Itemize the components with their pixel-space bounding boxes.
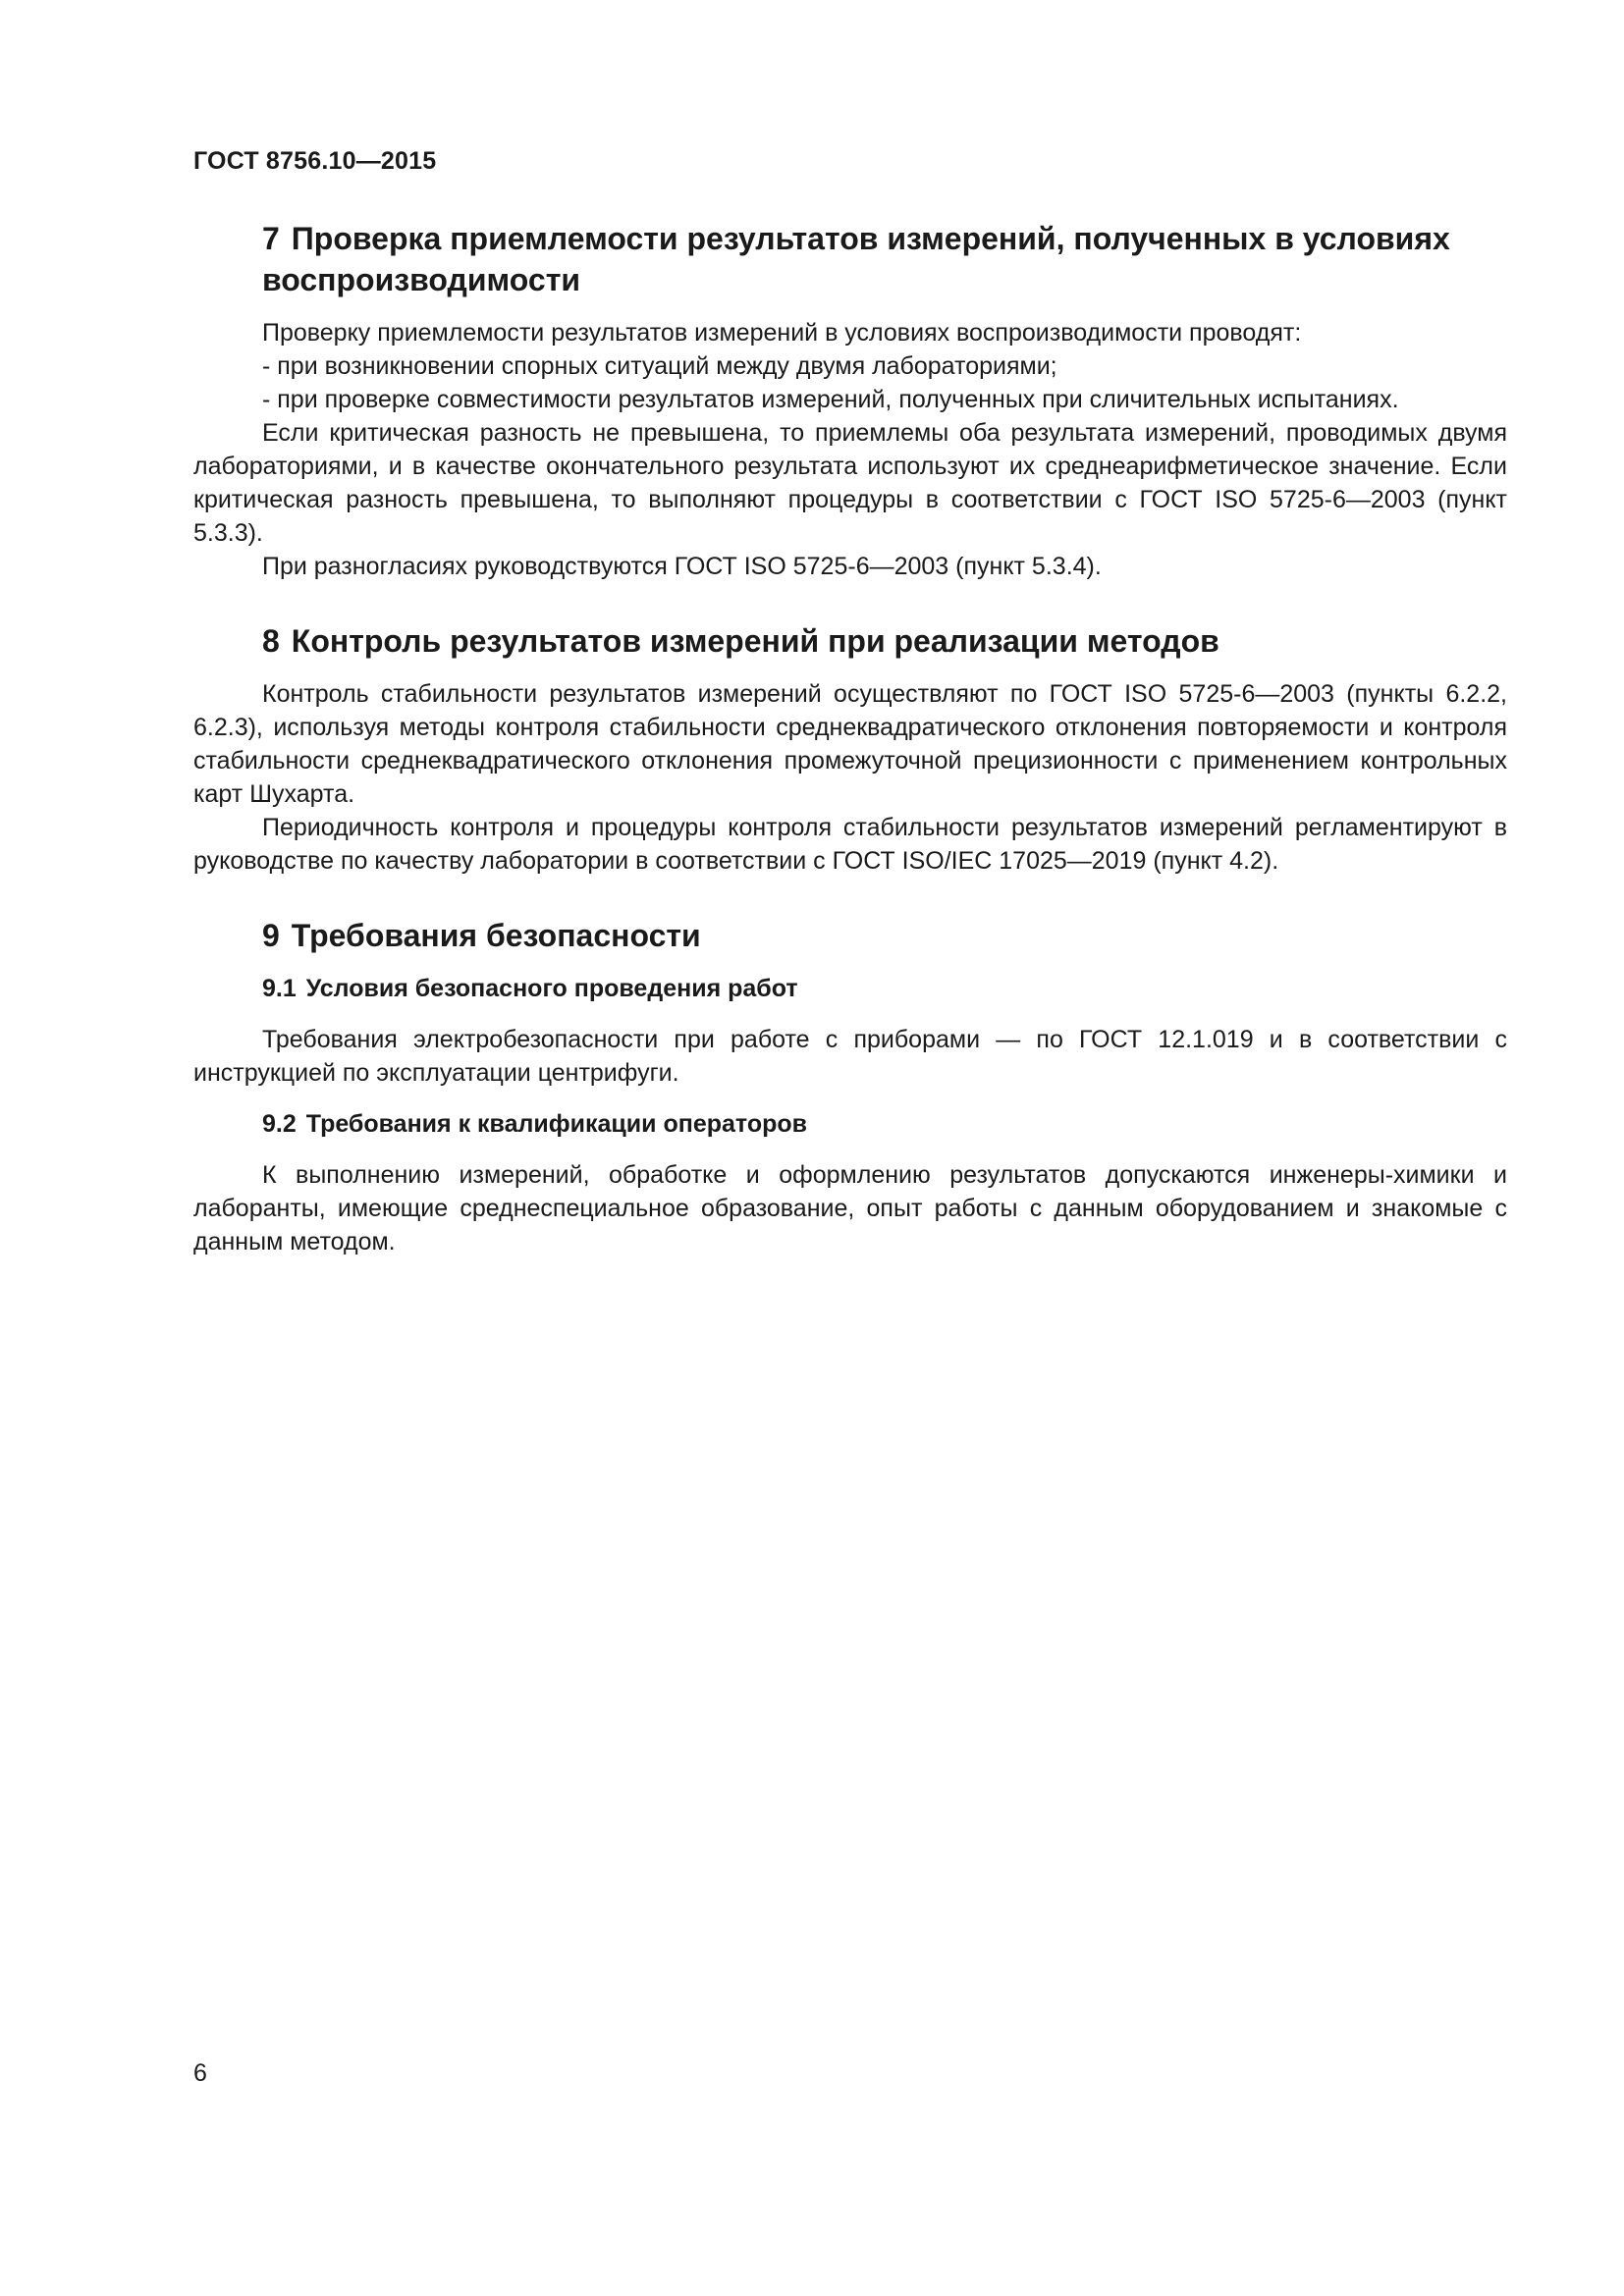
document-code-header: ГОСТ 8756.10—2015 <box>193 147 437 175</box>
paragraph: Контроль стабильности результатов измерений осуществляют по ГОСТ ISO 5725-6—2003 (пункты 6.2.2, 6.2.3), используя методы контроля стабильности среднеквадратического отклонения повторяемости и контроля стабильности среднеквадратического отклонения промежуточной прецизионности с применением контрольных карт Шухарта. <box>193 680 1507 808</box>
subsection-title: Условия безопасного проведения работ <box>305 975 798 1002</box>
section-title: Проверка приемлемости результатов измерений, полученных в условиях воспроизводимости <box>262 221 1450 297</box>
page-number: 6 <box>193 2059 207 2087</box>
subsection-number: 9.1 <box>262 975 297 1002</box>
subsection-title: Требования к квалификации операторов <box>305 1110 808 1138</box>
paragraph: Проверку приемлемости результатов измерений в условиях воспроизводимости проводят: <box>262 319 1302 347</box>
list-item: - при возникновении спорных ситуаций между двумя лабораториями; <box>262 352 1057 380</box>
page-content <box>193 218 1507 1258</box>
paragraph: Требования электробезопасности при работе с приборами — по ГОСТ 12.1.019 и в соответствии с инструкцией по эксплуатации центрифуги. <box>193 1026 1507 1087</box>
paragraph: Периодичность контроля и процедуры контроля стабильности результатов измерений регламентируют в руководстве по качеству лаборатории в соответствии с ГОСТ ISO/IEC 17025—2019 (пункт 4.2). <box>193 814 1507 875</box>
section-number: 8 <box>262 623 280 659</box>
section-title: Требования безопасности <box>291 918 701 953</box>
section-number: 7 <box>262 221 280 256</box>
section-8-heading <box>193 620 1507 662</box>
paragraph: К выполнению измерений, обработке и оформлению результатов допускаются инженеры-химики и лаборанты, имеющие среднеспециальное образование, опыт работы с данным оборудованием и знакомые с данным методом. <box>193 1161 1507 1255</box>
list-item: - при проверке совместимости результатов измерений, полученных при сличительных испытаниях. <box>262 386 1399 413</box>
subsection-9-1-heading <box>193 972 1507 1005</box>
subsection-9-2-heading <box>193 1107 1507 1141</box>
section-number: 9 <box>262 918 280 953</box>
section-7-heading <box>193 218 1507 300</box>
subsection-number: 9.2 <box>262 1110 297 1138</box>
paragraph: Если критическая разность не превышена, то приемлемы оба результата измерений, проводимых двумя лабораториями, и в качестве окончательного результата используют их среднеарифметическое значение. Если критическая разность превышена, то выполняют процедуры в соответствии с ГОСТ ISO 5725-6—2003 (пункт 5.3.3). <box>193 419 1507 547</box>
paragraph: При разногласиях руководствуются ГОСТ ISO 5725-6—2003 (пункт 5.3.4). <box>262 553 1102 580</box>
section-9-heading <box>193 915 1507 956</box>
section-title: Контроль результатов измерений при реализации методов <box>291 623 1219 659</box>
